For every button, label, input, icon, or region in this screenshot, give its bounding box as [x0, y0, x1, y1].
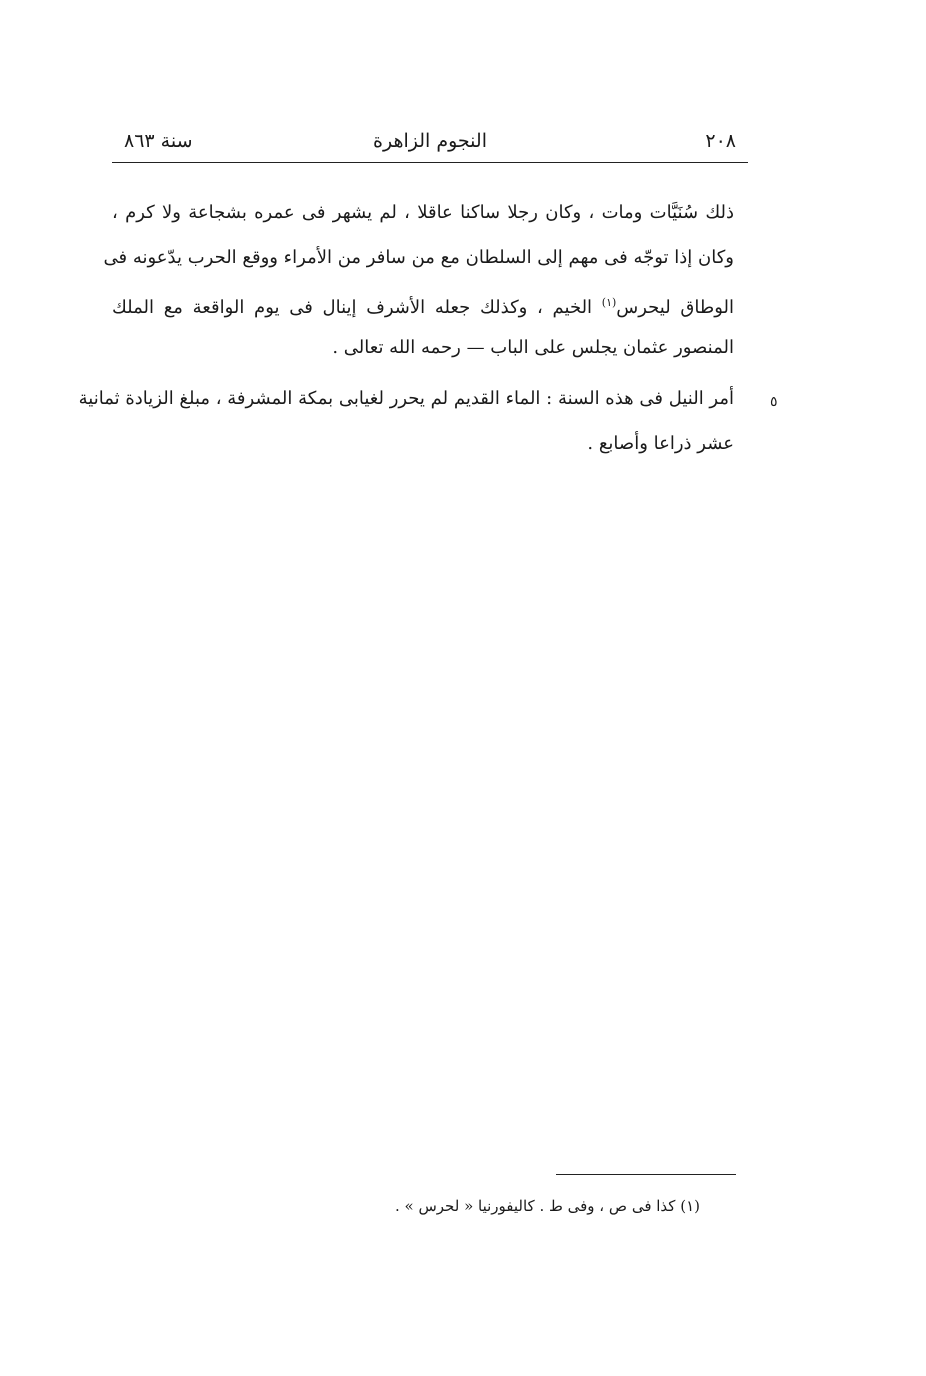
- footnote: (١) كذا فى ص ، وفى ط . كاليفورنيا « لحرس » .: [394, 1197, 700, 1215]
- text-line: عشر ذراعا وأصابع .: [587, 433, 734, 454]
- text-line: [112, 280, 734, 325]
- header-rule: [112, 162, 748, 163]
- text-line: ذلك سُنَيَّات ومات ، وكان رجلا ساكنا عاقلا ، لم يشهر فى عمره بشجاعة ولا كرم ،: [112, 202, 734, 223]
- footnote-reference: (١): [601, 296, 617, 309]
- text-line: وكان إذا توجّه فى مهم إلى السلطان مع من سافر من الأمراء ووقع الحرب يدّعونه فى: [103, 247, 734, 268]
- page-number: ٢٠٨: [705, 130, 736, 152]
- running-header: [112, 126, 748, 162]
- footnote-rule: [556, 1174, 736, 1175]
- year-heading: سنة ٨٦٣: [124, 130, 193, 152]
- margin-line-marker: ٥: [770, 394, 778, 410]
- text-segment: الخيم ، وكذلك جعله الأشرف إينال فى يوم الواقعة مع الملك: [112, 297, 593, 318]
- book-title: النجوم الزاهرة: [373, 130, 487, 152]
- text-segment: الوطاق ليحرس: [616, 297, 734, 318]
- text-line: المنصور عثمان يجلس على الباب — رحمه الله تعالى .: [332, 337, 734, 358]
- text-line: أمر النيل فى هذه السنة : الماء القديم لم يحرر لغيابى بمكة المشرفة ، مبلغ الزيادة ثمانية: [78, 388, 734, 409]
- main-text: [78, 190, 734, 466]
